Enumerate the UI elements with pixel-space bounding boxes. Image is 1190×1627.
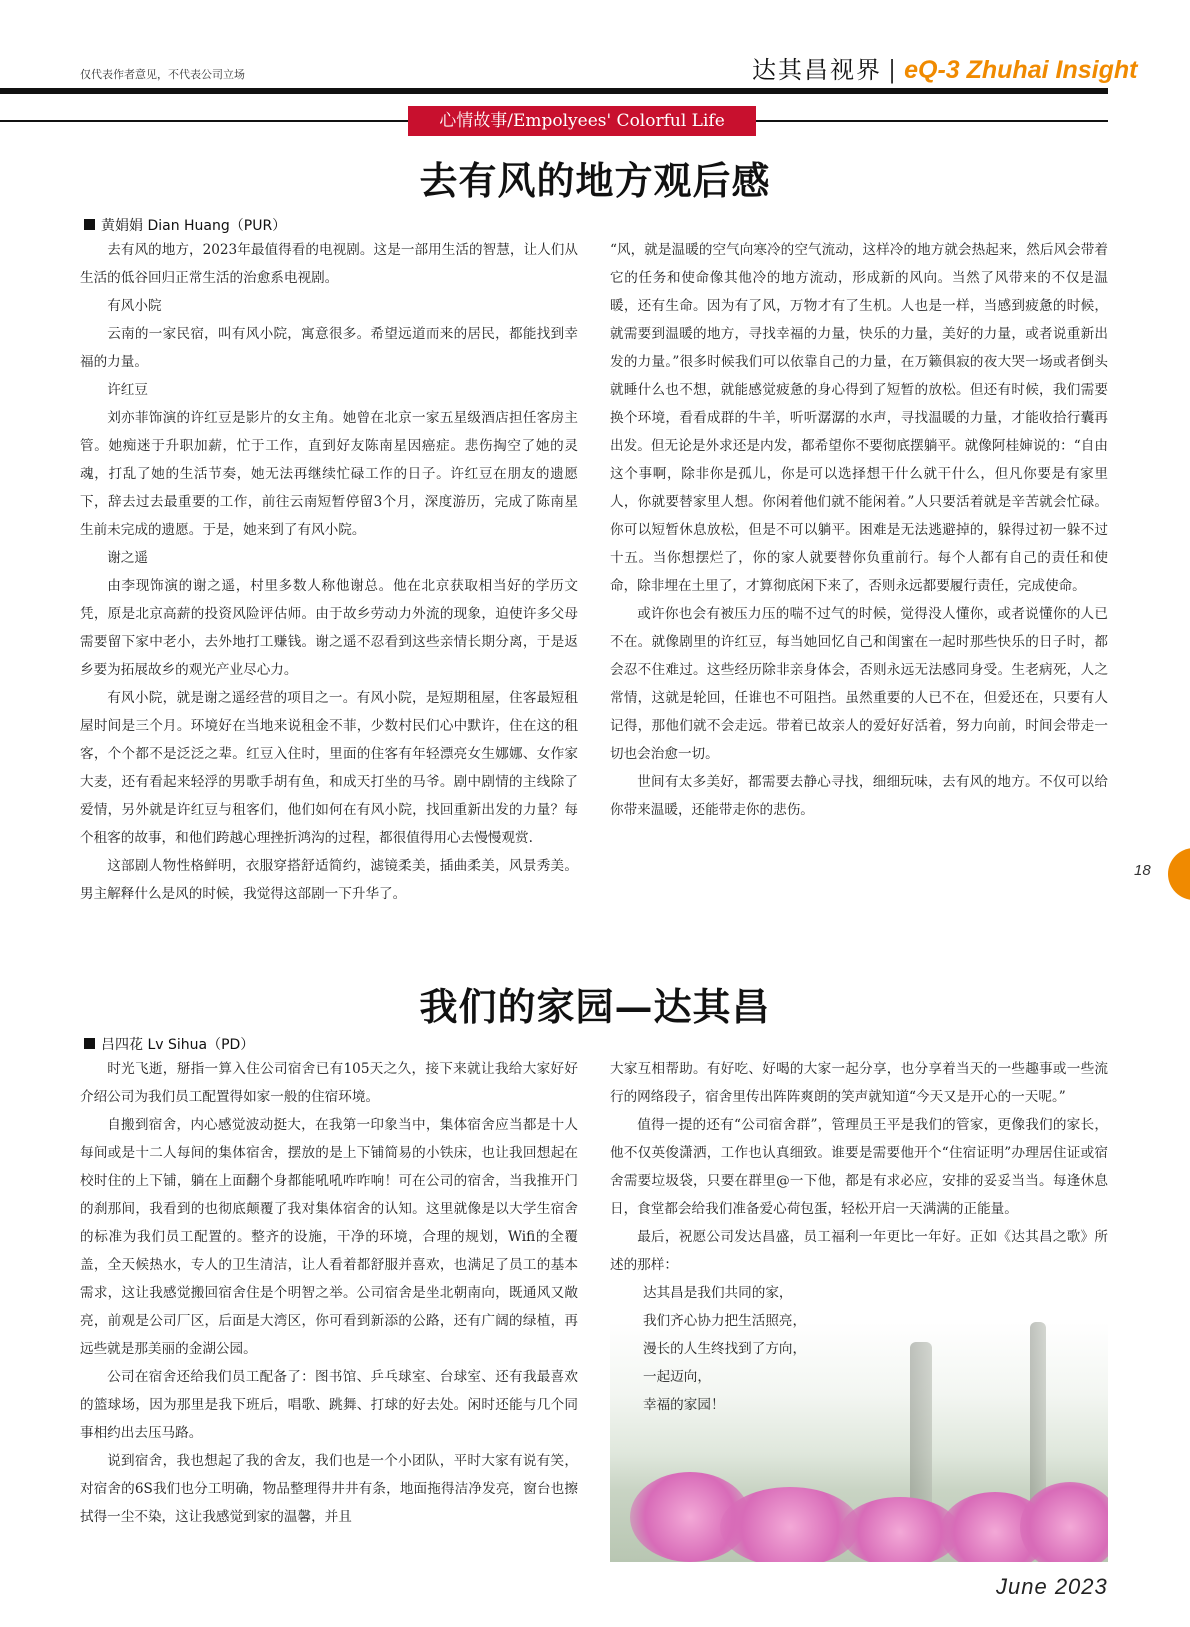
masthead xyxy=(752,50,1137,85)
lyric-line: 一起迈向， xyxy=(643,1369,711,1385)
article1-right-column xyxy=(610,236,1108,824)
photo-flower-cluster xyxy=(720,1487,860,1562)
lyric-line: 达其昌是我们共同的家， xyxy=(643,1285,793,1301)
article2-right-column xyxy=(610,1055,1108,1419)
paragraph: “风，就是温暖的空气向寒冷的空气流动，这样冷的地方就会热起来，然后风会带着它的任务和使命像其他冷的地方流动，形成新的风向。当然了风带来的不仅是温暖，还有生命。因为有了风，万物才有了生机。人也是一样，当感到疲惫的时候，就需要到温暖的地方，寻找幸福的力量，快乐的力量，美好的力量，或者说重新出发的力量。”很多时候我们可以依靠自己的力量，在万籁俱寂的夜大哭一场或者倒头就睡什么也不想，就能感觉疲惫的身心得到了短暂的放松。但还有时候，我们需要换个环境，看看成群的牛羊，听听潺潺的水声，寻找温暖的力量，才能收拾行囊再出发。但无论是外求还是内发，都希望你不要彻底摆躺平。就像阿桂婶说的：“自由这个事啊，除非你是孤儿，你是可以选择想干什么就干什么，但凡你要是有家里人，你就要替家里人想。你闲着他们就不能闲着。”人只要活着就是辛苦就会忙碌。你可以短暂休息放松，但是不可以躺平。困难是无法逃避掉的，躲得过初一躲不过十五。当你想摆烂了，你的家人就要替你负重前行。每个人都有自己的责任和使命，除非埋在土里了，才算彻底闲下来了，否则永远都要履行责任，完成使命。 xyxy=(610,242,1108,594)
paragraph: 云南的一家民宿，叫有风小院，寓意很多。希望远道而来的居民，都能找到幸福的力量。 xyxy=(80,326,578,370)
byline-square-icon xyxy=(84,219,95,230)
article1-byline xyxy=(84,215,286,235)
subheading: 许红豆 xyxy=(107,382,148,398)
article2-left-column xyxy=(80,1055,578,1531)
disclaimer: 仅代表作者意见，不代表公司立场 xyxy=(80,68,245,81)
section-tag: 心情故事/Empolyees' Colorful Life xyxy=(408,106,756,136)
article1-author: 黄娟娟 Dian Huang（PUR） xyxy=(101,218,287,234)
page-number: 18 xyxy=(1134,862,1151,879)
paragraph: 最后，祝愿公司发达昌盛，员工福利一年更比一年好。正如《达其昌之歌》所述的那样： xyxy=(610,1229,1108,1273)
page-tab-marker xyxy=(1168,848,1190,900)
masthead-brand: eQ-3 Zhuhai Insight xyxy=(904,56,1138,84)
paragraph: 自搬到宿舍，内心感觉波动挺大，在我第一印象当中，集体宿舍应当都是十人每间或是十二人每间的集体宿舍，摆放的是上下铺简易的小铁床，也让我回想起在校时住的上下铺，躺在上面翻个身都能吼吼咋咋响！可在公司的宿舍，当我推开门的刹那间，我看到的也彻底颠覆了我对集体宿舍的认知。这里就像是以大学生宿舍的标准为我们员工配置的。整齐的设施，干净的环境，合理的规划，Wifi的全覆盖，全天候热水，专人的卫生清洁，让人看着都舒服并喜欢，也满足了员工的基本需求，这让我感觉搬回宿舍住是个明智之举。公司宿舍是坐北朝南向，既通风又敞亮，前观是公司厂区，后面是大湾区，你可看到新添的公路，还有广阔的绿植，再远些就是那美丽的金湖公园。 xyxy=(80,1117,578,1357)
article2-title: 我们的家园—达其昌 xyxy=(419,984,771,1029)
paragraph: 刘亦菲饰演的许红豆是影片的女主角。她曾在北京一家五星级酒店担任客房主管。她痴迷于升职加薪，忙于工作，直到好友陈南星因癌症。悲伤掏空了她的灵魂，打乱了她的生活节奏，她无法再继续忙碌工作的日子。许红豆在朋友的遗愿下，辞去过去最重要的工作，前往云南短暂停留3个月，深度游历，完成了陈南星生前未完成的遗愿。于是，她来到了有风小院。 xyxy=(80,410,578,538)
paragraph: 大家互相帮助。有好吃、好喝的大家一起分享，也分享着当天的一些趣事或一些流行的网络段子，宿舍里传出阵阵爽朗的笑声就知道“今天又是开心的一天呢。” xyxy=(610,1061,1108,1105)
header-rule-thick xyxy=(0,88,1108,94)
lyric-line: 我们齐心协力把生活照亮， xyxy=(643,1313,807,1329)
masthead-cn: 达其昌视界 xyxy=(752,56,882,84)
byline-square-icon xyxy=(84,1038,95,1049)
article1-left-column xyxy=(80,236,578,908)
article2-author: 吕四花 Lv Sihua（PD） xyxy=(101,1037,255,1053)
paragraph: 世间有太多美好，都需要去静心寻找，细细玩味，去有风的地方。不仅可以给你带来温暖，还能带走你的悲伤。 xyxy=(610,774,1108,818)
issue-date: June 2023 xyxy=(996,1574,1108,1599)
paragraph: 说到宿舍，我也想起了我的舍友，我们也是一个小团队，平时大家有说有笑，对宿舍的6S我们也分工明确，物品整理得井井有条，地面拖得洁净发亮，窗台也擦拭得一尘不染，这让我感觉到家的温馨，并且 xyxy=(80,1453,578,1525)
subheading: 谢之遥 xyxy=(107,550,148,566)
paragraph: 有风小院，就是谢之遥经营的项目之一。有风小院，是短期租屋，住客最短租屋时间是三个月。环境好在当地来说租金不菲，少数村民们心中默许，住在这的租客，个个都不是泛泛之辈。红豆入住时，里面的住客有年轻漂亮女生娜娜、女作家大麦，还有看起来轻浮的男歌手胡有鱼，和成天打坐的马爷。剧中剧情的主线除了爱情，另外就是许红豆与租客们，他们如何在有风小院，找回重新出发的力量？每个租客的故事，和他们跨越心理挫折鸿沟的过程，都很值得用心去慢慢观赏. xyxy=(80,690,578,846)
article1-title: 去有风的地方观后感 xyxy=(419,158,771,203)
paragraph: 值得一提的还有“公司宿舍群”，管理员王平是我们的管家，更像我们的家长，他不仅英俊潇洒，工作也认真细致。谁要是需要他开个“住宿证明”办理居住证或宿舍需要垃圾袋，只要在群里@一下他，都是有求必应，安排的妥妥当当。每逢休息日，食堂都会给我们准备爱心荷包蛋，轻松开启一天满满的正能量。 xyxy=(610,1117,1108,1217)
paragraph: 时光飞逝，掰指一算入住公司宿舍已有105天之久，接下来就让我给大家好好介绍公司为我们员工配置得如家一般的住宿环境。 xyxy=(80,1061,578,1105)
paragraph: 由李现饰演的谢之遥，村里多数人称他谢总。他在北京获取相当好的学历文凭，原是北京高薪的投资风险评估师。由于故乡劳动力外流的现象，迫使许多父母需要留下家中老小，去外地打工赚钱。谢之遥不忍看到这些亲情长期分离，于是返乡要为拓展故乡的观光产业尽心力。 xyxy=(80,578,578,678)
paragraph: 或许你也会有被压力压的喘不过气的时候，觉得没人懂你，或者说懂你的人已不在。就像剧里的许红豆，每当她回忆自己和闺蜜在一起时那些快乐的日子时，都会忍不住难过。这些经历除非亲身体会，否则永远无法感同身受。生老病死，人之常情，这就是轮回，任谁也不可阻挡。虽然重要的人已不在，但爱还在，只要有人记得，那他们就不会走远。带着已故亲人的爱好好活着，努力向前，时间会带走一切也会治愈一切。 xyxy=(610,606,1108,762)
lyric-line: 幸福的家园！ xyxy=(643,1397,725,1413)
paragraph: 去有风的地方，2023年最值得看的电视剧。这是一部用生活的智慧，让人们从生活的低谷回归正常生活的治愈系电视剧。 xyxy=(80,242,578,286)
lyric-line: 漫长的人生终找到了方向， xyxy=(643,1341,807,1357)
song-lyrics xyxy=(610,1279,1108,1419)
paragraph: 公司在宿舍还给我们员工配备了：图书馆、乒乓球室、台球室、还有我最喜欢的篮球场，因为那里是我下班后，唱歌、跳舞、打球的好去处。闲时还能与几个同事相约出去压马路。 xyxy=(80,1369,578,1441)
paragraph: 这部剧人物性格鲜明，衣服穿搭舒适简约，滤镜柔美，插曲柔美，风景秀美。男主解释什么是风的时候，我觉得这部剧一下升华了。 xyxy=(80,858,578,902)
article2-byline xyxy=(84,1034,254,1054)
masthead-separator: | xyxy=(888,56,899,84)
subheading: 有风小院 xyxy=(107,298,162,314)
